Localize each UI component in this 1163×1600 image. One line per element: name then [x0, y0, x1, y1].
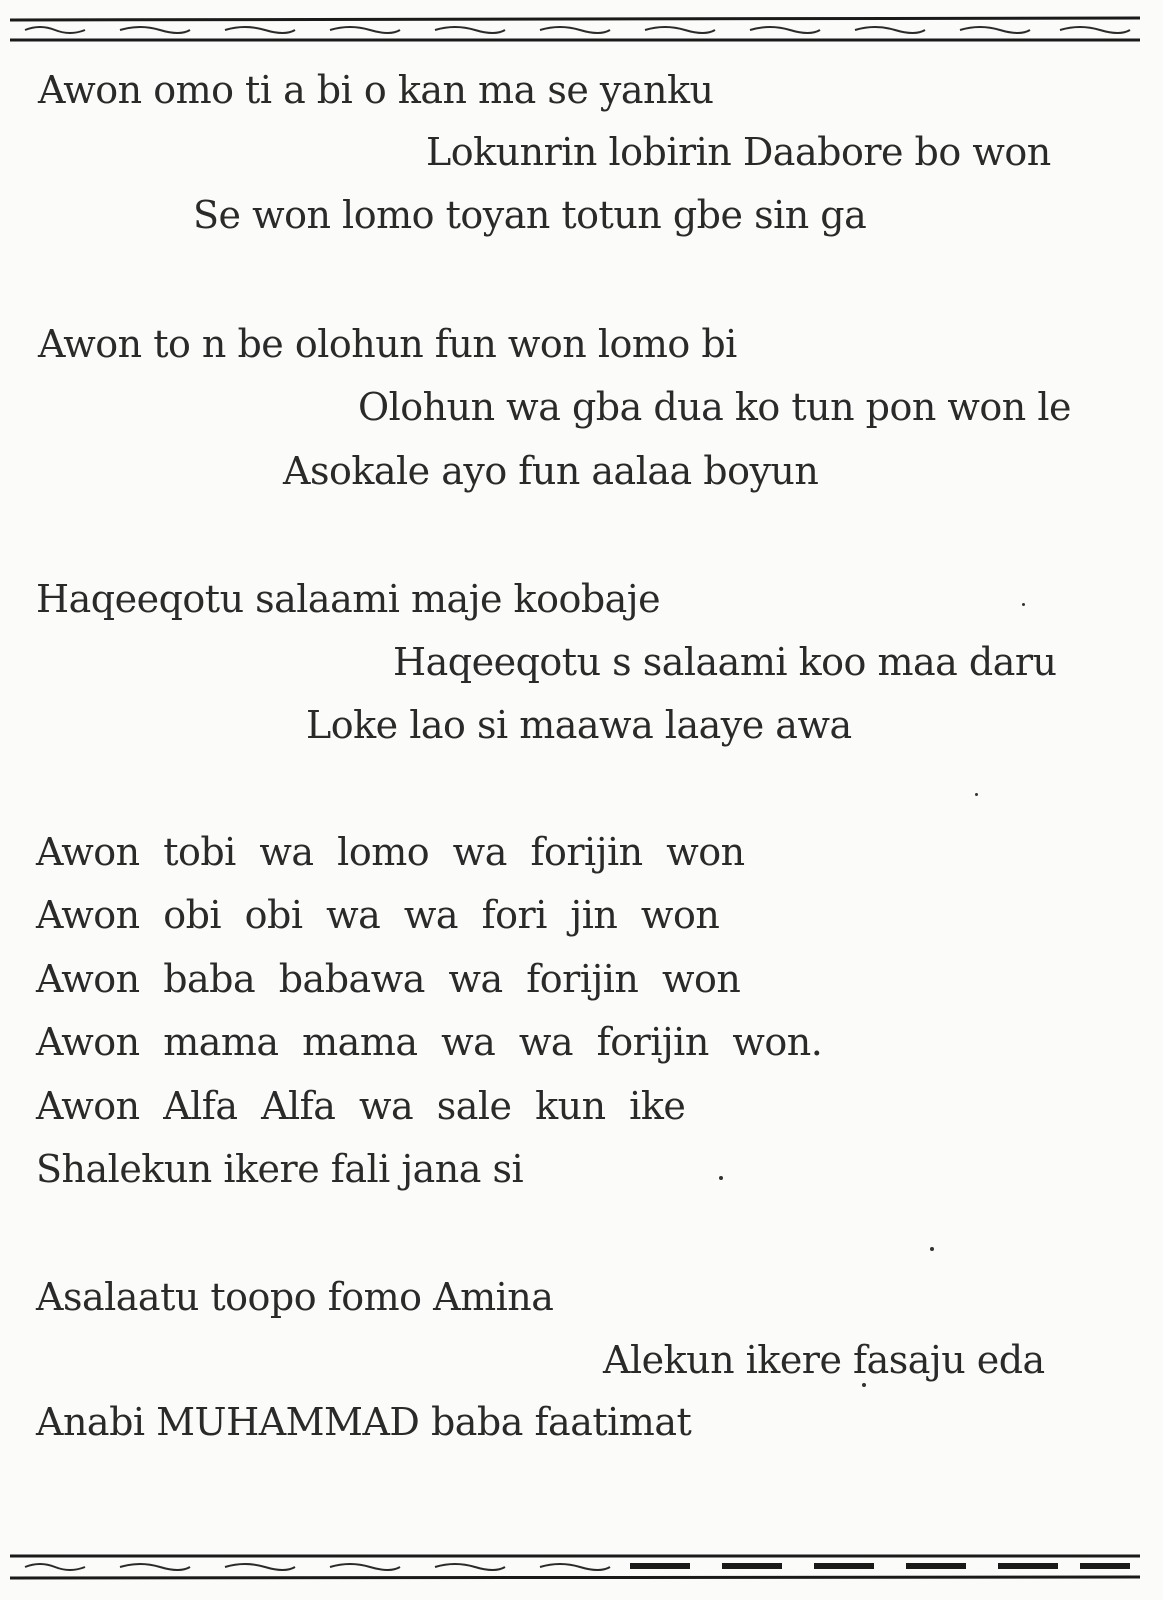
stanza-2-line-1: Awon to n be olohun fun won lomo bi: [38, 322, 737, 366]
stanza-3-line-2: Haqeeqotu s salaami koo maa daru: [393, 640, 1057, 684]
stanza-4-line-6: Shalekun ikere fali jana si: [36, 1147, 524, 1191]
stanza-4-line-3: Awon baba babawa wa forijin won: [36, 957, 741, 1001]
scan-speck: [1022, 603, 1025, 606]
stanza-2-line-2: Olohun wa gba dua ko tun pon won le: [358, 385, 1071, 429]
stanza-1-line-2: Lokunrin lobirin Daabore bo won: [426, 130, 1051, 174]
stanza-1-line-3: Se won lomo toyan totun gbe sin ga: [193, 193, 867, 237]
scan-speck: [862, 1383, 866, 1387]
stanza-3-line-3: Loke lao si maawa laaye awa: [306, 703, 852, 747]
stanza-3-line-1: Haqeeqotu salaami maje koobaje: [36, 577, 661, 621]
ornamental-rule-icon: [10, 14, 1140, 44]
stanza-4-line-1: Awon tobi wa lomo wa forijin won: [36, 830, 745, 874]
stanza-1-line-1: Awon omo ti a bi o kan ma se yanku: [38, 68, 714, 112]
top-ornamental-border: [10, 14, 1140, 44]
scan-speck: [930, 1247, 934, 1251]
stanza-4-line-4: Awon mama mama wa wa forijin won.: [36, 1020, 823, 1064]
stanza-5-line-3: Anabi MUHAMMAD baba faatimat: [36, 1400, 692, 1444]
ornamental-rule-icon: [10, 1552, 1140, 1582]
scan-speck: [975, 793, 978, 796]
scan-speck: [719, 1176, 723, 1180]
stanza-5-line-2: Alekun ikere fasaju eda: [603, 1338, 1045, 1382]
stanza-5-line-1: Asalaatu toopo fomo Amina: [36, 1275, 554, 1319]
stanza-4-line-5: Awon Alfa Alfa wa sale kun ike: [36, 1084, 686, 1128]
stanza-4-line-2: Awon obi obi wa wa fori jin won: [36, 893, 720, 937]
bottom-ornamental-border: [10, 1552, 1140, 1582]
stanza-2-line-3: Asokale ayo fun aalaa boyun: [283, 449, 819, 493]
